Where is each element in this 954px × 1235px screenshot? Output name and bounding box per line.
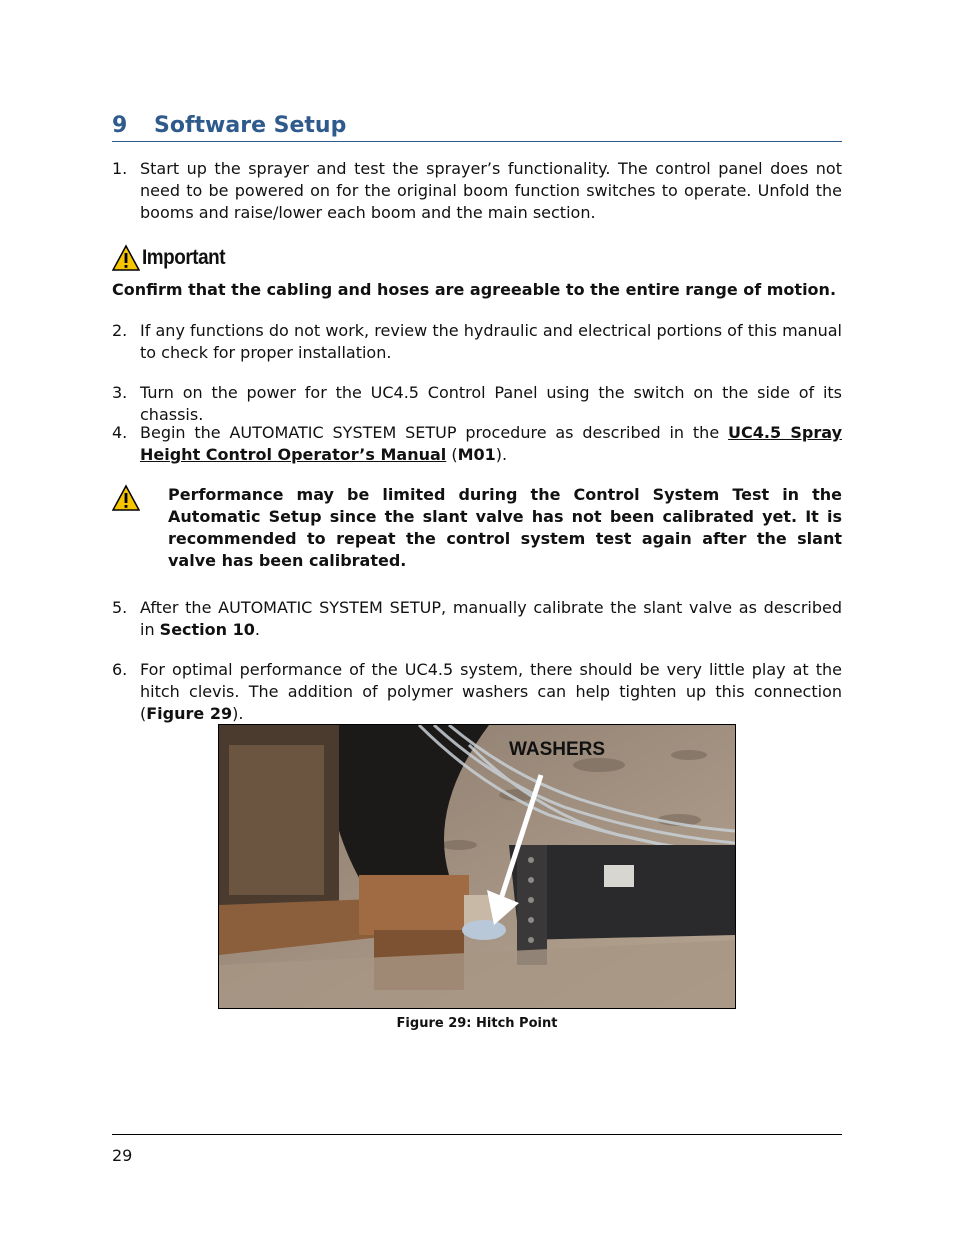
washers-label: WASHERS <box>509 739 606 760</box>
caution-text: Performance may be limited during the Control System Test in the Automatic Setup since the slant valve has not been calibrated yet. It is recommended to repeat the control system test again after the slant valve has been calibrated. <box>168 485 842 570</box>
step-text: After the AUTOMATIC SYSTEM SETUP, manually calibrate the slant valve as described in Section 10. <box>140 598 842 639</box>
warning-triangle-icon <box>112 244 140 272</box>
operators-manual-link[interactable]: UC4.5 Spray Height Control Operator’s Manual <box>140 423 842 464</box>
caution-note <box>112 484 842 572</box>
list-item: 5. After the AUTOMATIC SYSTEM SETUP, manually calibrate the slant valve as described in Section 10. <box>112 598 842 639</box>
page-number: 29 <box>112 1146 133 1165</box>
section-title: Software Setup <box>154 113 347 138</box>
list-item: 1. Start up the sprayer and test the sprayer’s functionality. The control panel does not need to be powered on for the original boom function switches to operate. Unfold the booms and raise/lower each boom and the main section. <box>112 159 842 222</box>
important-text: Confirm that the cabling and hoses are agreeable to the entire range of motion. <box>112 280 837 299</box>
important-heading <box>112 243 234 273</box>
hitch-photo-illustration <box>219 725 735 1008</box>
figure-caption: Figure 29: Hitch Point <box>396 1016 558 1031</box>
list-item: 4. Begin the AUTOMATIC SYSTEM SETUP procedure as described in the UC4.5 Spray Height Control Operator’s Manual (M01). <box>112 423 842 464</box>
list-item: 2. If any functions do not work, review the hydraulic and electrical portions of this manual to check for proper installation. <box>112 321 842 362</box>
footer-divider <box>112 1134 842 1135</box>
step-text: Start up the sprayer and test the sprayer’s functionality. The control panel does not need to be powered on for the original boom function switches to operate. Unfold the booms and raise/lower each boom and the main section. <box>140 159 842 222</box>
section-number: 9 <box>112 113 128 138</box>
step-text: Begin the AUTOMATIC SYSTEM SETUP procedure as described in the UC4.5 Spray Height Control Operator’s Manual (M01). <box>140 423 842 464</box>
hitch-point-photo <box>218 724 736 1009</box>
step-text: Turn on the power for the UC4.5 Control Panel using the switch on the side of its chassis. <box>140 383 842 424</box>
list-item: 3. Turn on the power for the UC4.5 Control Panel using the switch on the side of its chassis. <box>112 383 842 424</box>
list-item: 6. For optimal performance of the UC4.5 system, there should be very little play at the hitch clevis. The addition of polymer washers can help tighten up this connection (Figure 29). <box>112 660 842 723</box>
section-heading <box>112 111 842 142</box>
step-text: If any functions do not work, review the hydraulic and electrical portions of this manual to check for proper installation. <box>140 321 842 362</box>
important-label: Important <box>142 246 226 269</box>
warning-triangle-icon <box>112 484 140 512</box>
step-text: For optimal performance of the UC4.5 system, there should be very little play at the hitch clevis. The addition of polymer washers can help tighten up this connection (Figure 29). <box>140 660 842 723</box>
